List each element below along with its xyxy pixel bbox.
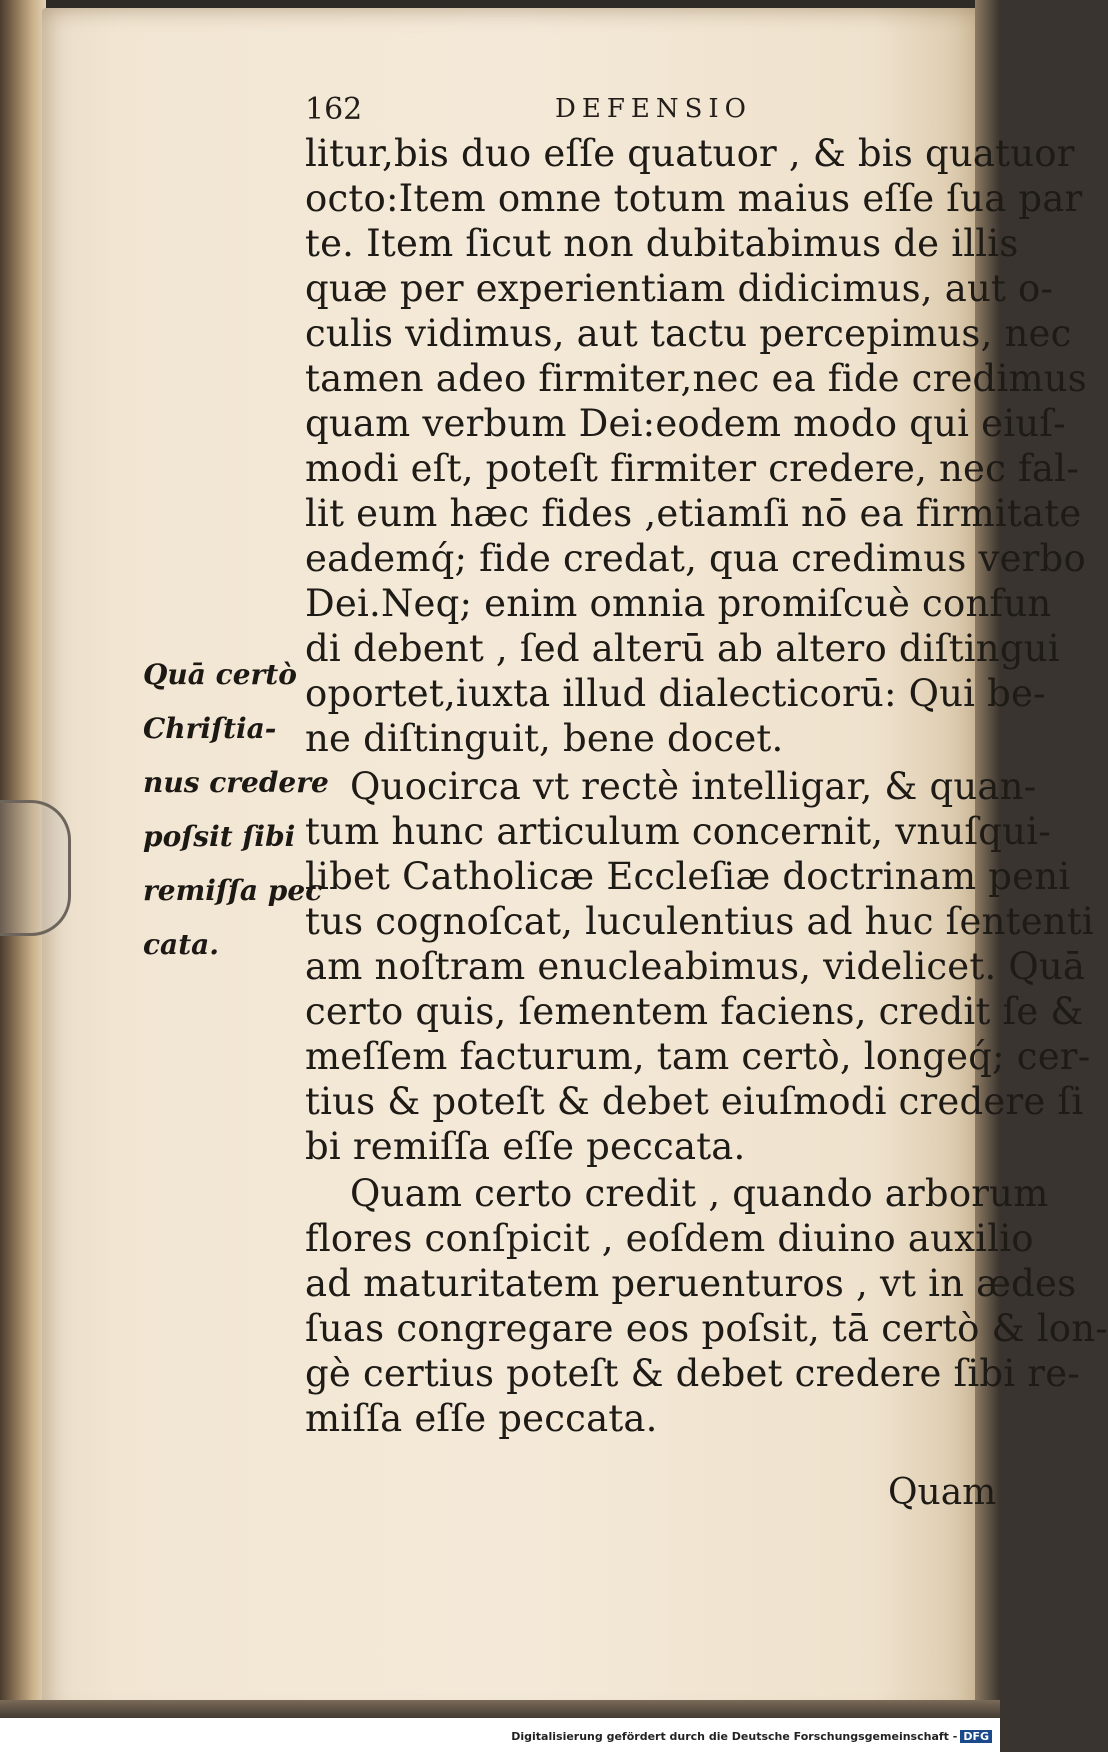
text-line: ad maturitatem peruenturos , vt in ædes [305, 1262, 1077, 1305]
running-head: DEFENSIO [555, 94, 752, 124]
text-line: Quocirca vt rectè intelligar, & quan- [350, 765, 1037, 808]
credit-text: Digitalisierung gefördert durch die Deutsche Forschungsgemeinschaft - [511, 1730, 958, 1743]
text-line: litur,bis duo eſſe quatuor , & bis quatuor [305, 132, 1075, 175]
text-line: meſſem facturum, tam certò, longeq́; cer- [305, 1035, 1091, 1078]
text-line: libet Catholicæ Eccleſiæ doctrinam peni [305, 855, 1071, 898]
text-line: modi eſt, poteſt firmiter credere, nec fal- [305, 447, 1079, 490]
text-line: oportet,iuxta illud dialecticorū: Qui be- [305, 672, 1046, 715]
text-line: quam verbum Dei:eodem modo qui eiuſ- [305, 402, 1066, 445]
catchword: Quam [888, 1472, 997, 1513]
text-line: lit eum hæc fides ,etiamſi nō ea firmitate [305, 492, 1082, 535]
margin-note-line: nus credere [143, 766, 329, 799]
text-line: miſſa eſſe peccata. [305, 1397, 658, 1440]
margin-note-line: Chriſtia- [143, 712, 277, 745]
page-number: 162 [305, 92, 363, 127]
page-clip [0, 800, 71, 936]
dfg-logo: DFG [960, 1730, 992, 1743]
margin-note-line: Quā certò [143, 658, 297, 691]
text-line: di debent , ſed alterū ab altero diſtingui [305, 627, 1060, 670]
text-line: gè certius poteſt & debet credere ſibi re- [305, 1352, 1080, 1395]
text-line: octo:Item omne totum maius eſſe ſua par [305, 177, 1083, 220]
text-line: ne diſtinguit, bene docet. [305, 717, 784, 760]
margin-note-line: cata. [143, 928, 220, 961]
text-line: tamen adeo firmiter,nec ea fide credimus [305, 357, 1087, 400]
text-line: culis vidimus, aut tactu percepimus, nec [305, 312, 1072, 355]
margin-note-line: poſsit ſibi [143, 820, 296, 853]
text-line: tius & poteſt & debet eiuſmodi credere ſi [305, 1080, 1084, 1123]
text-line: certo quis, ſementem faciens, credit ſe & [305, 990, 1084, 1033]
text-line: bi remiſſa eſſe peccata. [305, 1125, 746, 1168]
text-line: te. Item ſicut non dubitabimus de illis [305, 222, 1019, 265]
margin-note-line: remiſſa pec [143, 874, 323, 907]
text-line: ſuas congregare eos poſsit, tā certò & lon- [305, 1307, 1108, 1350]
text-line: tum hunc articulum concernit, vnuſqui- [305, 810, 1051, 853]
text-line: eademq́; fide credat, qua credimus verbo [305, 537, 1086, 580]
text-line: flores conſpicit , eoſdem diuino auxilio [305, 1217, 1034, 1260]
text-line: Quam certo credit , quando arborum [350, 1172, 1049, 1215]
text-line: am noſtram enucleabimus, videlicet. Quā [305, 945, 1086, 988]
text-line: Dei.Neq; enim omnia promiſcuè confun [305, 582, 1052, 625]
margin-note [143, 658, 329, 984]
text-line: tus cognoſcat, luculentius ad huc ſententi [305, 900, 1094, 943]
page-bottom-edge [0, 1700, 1000, 1720]
text-line: quæ per experientiam didicimus, aut o- [305, 267, 1054, 310]
page-header [305, 92, 785, 132]
digitization-credit [511, 1730, 992, 1743]
